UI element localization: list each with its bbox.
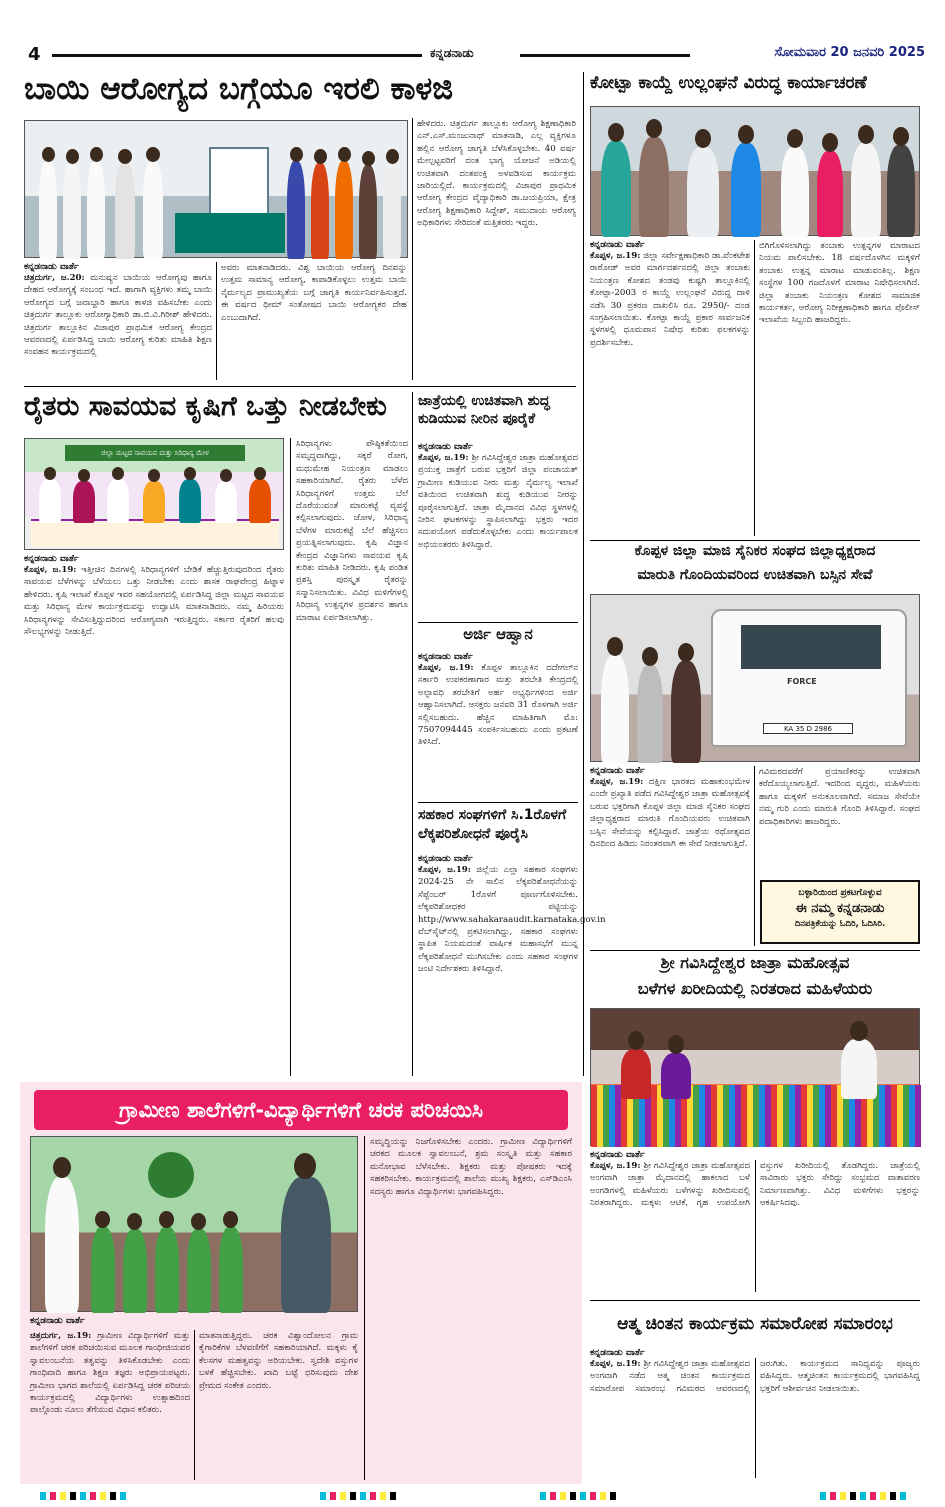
headline-fair-line2: ಬಳೆಗಳ ಖರೀದಿಯಲ್ಲಿ ನಿರತರಾದ ಮಹಿಳೆಯರು: [637, 979, 873, 998]
headline-bus-line2: ಮಾರುತಿ ಗೊಂದಿಯವರಿಂದ ಉಚಿತವಾಗಿ ಬಸ್ಸಿನ ಸೇವೆ: [637, 567, 873, 583]
article-body: [30, 1330, 190, 1480]
date-label: ಸೋಮವಾರ 20 ಜನವರಿ 2025: [774, 45, 925, 60]
bus-brand: FORCE: [787, 677, 817, 686]
photo-fair: [590, 1008, 920, 1146]
dateline: ಕನ್ನಡನಾಡು ವಾರ್ತೆ: [418, 854, 473, 864]
article-bus: [590, 766, 920, 946]
place-date: ಕೊಪ್ಪಳ, ಜ.19:: [590, 1359, 641, 1369]
headline-cooperative: ಸಹಕಾರ ಸಂಘಗಳಿಗೆ ಸಿ.1ರೊಳಗೆ ಲೆಕ್ಕಪರಿಶೋಧನೆ ಪೂರೈಸಿ: [418, 807, 567, 842]
article-body-col3: ಹೇಳಿದರು. ಚಿತ್ರದುರ್ಗ ತಾಲ್ಲೂಕು ಆರೋಗ್ಯ ಶಿಕ್ಷಣಾಧಿಕಾರಿ ಎನ್.ಎಸ್.ಮಂಜುನಾಥ್ ಮಾತನಾಡಿ, ಎಲ್ಲ ವ್ಯಕ್ತಿಗಳೂ ಹಲ್ಲಿನ ಆರೋಗ್ಯ ಜಾಗೃತಿ ಬೆಳೆಸಿಕೊಳ್ಳಬೇಕು. 40 ವರ್ಷ ಮೇಲ್ಪಟ್ಟವರಿಗೆ ದಂತ ಭಾಗ್ಯ ಯೋಜನೆ ಅಡಿಯಲ್ಲಿ ಉಚಿತವಾಗಿ ದಂತಪಂಕ್ತಿ ಅಳವಡಿಸುವ ಕಾರ್ಯಕ್ರಮ ಜಾರಿಯಲ್ಲಿದೆ. ಕಾರ್ಯಕ್ರಮದಲ್ಲಿ ವಿಜಾಪುರ ಪ್ರಾಥಮಿಕ ಆರೋಗ್ಯ ಕೇಂದ್ರದ ವೈದ್ಯಾಧಿಕಾರಿ ಡಾ.ಜಯಪ್ರಿಯಾ, ಕ್ಷೇತ್ರ ಆರೋಗ್ಯ ಶಿಕ್ಷಣಾಧಿಕಾರಿ ಸಿದ್ದೇಶ್, ಸಮುದಾಯ ಆರೋಗ್ಯ ಅಧಿಕಾರಿಗಳು ಸೇರಿದಂತೆ ಮತ್ತಿತರರು ಇದ್ದರು.: [417, 119, 576, 229]
article-text: ಗ್ರಾಮೀಣ ವಿದ್ಯಾರ್ಥಿಗಳಿಗೆ ಮತ್ತು ಶಾಲೆಗಳಿಗೆ ಚರಕ ಪರಿಚಯಿಸುವ ಮೂಲಕ ಗಾಂಧೀಜಿಯವರ ಸ್ವಾವಲಂಬನೆಯ ತತ್ವವನ್ನು ತಿಳಿಸಿಕೊಡಬೇಕು ಎಂದು ಗಾಂಧಿವಾದಿ ಹಾಗೂ ಶಿಕ್ಷಣ ತಜ್ಞರು ಅಭಿಪ್ರಾಯಪಟ್ಟರು. ಗ್ರಾಮೀಣ ಭಾಗದ ಶಾಲೆಯಲ್ಲಿ ಏರ್ಪಡಿಸಿದ್ದ ಚರಕ ಪರಿಚಯ ಕಾರ್ಯಕ್ರಮದಲ್ಲಿ ವಿದ್ಯಾರ್ಥಿಗಳು ಉತ್ಸಾಹದಿಂದ ಪಾಲ್ಗೊಂಡು ನೂಲು ತೆಗೆಯುವ ವಿಧಾನ ಕಲಿತರು.: [30, 1331, 190, 1416]
charaka-section: [20, 1082, 582, 1484]
dateline: ಕನ್ನಡನಾಡು ವಾರ್ತೆ: [590, 240, 645, 250]
article-text: ಮನುಷ್ಯನ ಬಾಯಿಯ ಆರೋಗ್ಯವು ಹಾಗೂ ದೇಹದ ಆರೋಗ್ಯಕ್ಕೆ ಸಂಬಂಧ ಇದೆ. ಹಾಗಾಗಿ ವ್ಯಕ್ತಿಗಳು ತಮ್ಮ ಬಾಯಿ ಆರೋಗ್ಯದ ಬಗ್ಗೆ ಜವಾಬ್ದಾರಿ ಹಾಗೂ ಕಾಳಜಿ ವಹಿಸಬೇಕು ಎಂದು ಚಿತ್ರದುರ್ಗ ತಾಲ್ಲೂಕು ಆರೋಗ್ಯಾಧಿಕಾರಿ ಡಾ.ಬಿ.ವಿ.ಗಿರೀಶ್ ಹೇಳಿದರು. ಚಿತ್ರದುರ್ಗ ತಾಲ್ಲೂಕಿನ ವಿಜಾಪುರ ಪ್ರಾಥಮಿಕ ಆರೋಗ್ಯ ಕೇಂದ್ರದ ಆವರಣದಲ್ಲಿ ಏರ್ಪಡಿಸಿದ್ದ ಬಾಯಿ ಆರೋಗ್ಯ ಕುರಿತು ಮಾಹಿತಿ ಶಿಕ್ಷಣ ಸಂವಹನ ಕಾರ್ಯಕ್ರಮದಲ್ಲಿ: [24, 273, 212, 358]
article-body: [418, 452, 578, 614]
promo-box: [760, 880, 920, 944]
promo-line1: ಬಳ್ಳಾರಿಯಿಂದ ಪ್ರಕಟಗೊಳ್ಳುವ: [798, 888, 882, 898]
photo-banner: [209, 147, 269, 217]
place-date: ಕೊಪ್ಪಳ, ಜ.19:: [24, 565, 77, 575]
article-text: ಇತ್ತೀಚಿನ ದಿನಗಳಲ್ಲಿ ಸಿರಿಧಾನ್ಯಗಳಿಗೆ ಬೇಡಿಕೆ ಹೆಚ್ಚುತ್ತಿರುವುದರಿಂದ ರೈತರು ಸಾವಯವ ಬೆಳೆಗಳನ್ನು ಬೆಳೆಯಲು ಒತ್ತು ನೀಡಬೇಕು ಎಂದು ಶಾಸಕ ರಾಘವೇಂದ್ರ ಹಿಟ್ನಾಳ ಹೇಳಿದರು. ಕೃಷಿ ಇಲಾಖೆ ಕೊಪ್ಪಳ ಇವರ ಸಹಯೋಗದಲ್ಲಿ ಏರ್ಪಡಿಸಿದ್ದ ಜಿಲ್ಲಾ ಮಟ್ಟದ ಸಾವಯವ ಮತ್ತು ಸಿರಿಧಾನ್ಯ ಮೇಳ ಕಾರ್ಯಕ್ರಮವನ್ನು ಉದ್ಘಾಟಿಸಿ ಮಾತನಾಡಿದರು. ನಮ್ಮ ಹಿರಿಯರು ಸಿರಿಧಾನ್ಯಗಳನ್ನು ಸೇವಿಸುತ್ತಿದ್ದುದರಿಂದ ಆರೋಗ್ಯವಾಗಿ ಇರುತ್ತಿದ್ದರು. ಸರ್ಕಾರ ರೈತರಿಗೆ ಹಲವು ಸೌಲಭ್ಯಗಳನ್ನು ನೀಡುತ್ತಿದೆ.: [24, 565, 285, 638]
bus-windshield: [741, 625, 881, 669]
article-body: [590, 1358, 920, 1478]
photo-oral-health: [24, 120, 408, 258]
article-cooperative: [418, 854, 606, 1076]
article-body-col2: ಅವರು ಮಾತನಾಡಿದರು. ವಿಶ್ವ ಬಾಯಿಯ ಆರೋಗ್ಯ ದಿನವನ್ನು ಉತ್ತಮ ಸಾಮಾನ್ಯ ಆರೋಗ್ಯ, ಕಾಪಾಡಿಕೊಳ್ಳಲು ಉತ್ತಮ ಬಾಯಿ ನೈರ್ಮಲ್ಯದ ಪ್ರಾಮುಖ್ಯತೆಯ ಬಗ್ಗೆ ಜಾಗೃತಿ ಕಾರ್ಯನಿರ್ವಹಿಸುತ್ತದೆ. ಈ ವರ್ಷದ ಥೀಮ್ ಸಂತೋಷದ ಬಾಯಿ ಆರೋಗ್ಯಕರ ದೇಹ ಎಂಬುದಾಗಿದೆ.: [221, 263, 407, 323]
article-text: ಶ್ರೀ ಗವಿಸಿದ್ದೇಶ್ವರ ಜಾತ್ರಾ ಮಹೋತ್ಸವದ ಅಂಗವಾಗಿ ನಡೆದ ಆತ್ಮ ಚಿಂತನ ಕಾರ್ಯಕ್ರಮದ ಸಮಾರೋಪ ಸಮಾರಂಭ ಗವಿಮಠದ ಆವರಣದಲ್ಲಿ ಜರುಗಿತು. ಕಾರ್ಯಕ್ರಮದ ಸಾನಿಧ್ಯವನ್ನು ಪೂಜ್ಯರು ವಹಿಸಿದ್ದರು. ಆತ್ಮಚಿಂತನ ಕಾರ್ಯಕ್ರಮದಲ್ಲಿ ಭಾಗವಹಿಸಿದ್ದ ಭಕ್ತರಿಗೆ ಆಶೀರ್ವಚನ ನೀಡಲಾಯಿತು.: [590, 1359, 920, 1394]
article-text: ಶ್ರೀ ಗವಿಸಿದ್ದೇಶ್ವರ ಜಾತ್ರಾ ಮಹೋತ್ಸವದ ಪ್ರಯುಕ್ತ ಜಾತ್ರೆಗೆ ಬರುವ ಭಕ್ತರಿಗೆ ಜಿಲ್ಲಾ ಪಂಚಾಯತ್ ಗ್ರಾಮೀಣ ಕುಡಿಯುವ ನೀರು ಮತ್ತು ನೈರ್ಮಲ್ಯ ಇಲಾಖೆ ವತಿಯಿಂದ ಉಚಿತವಾಗಿ ಶುದ್ಧ ಕುಡಿಯುವ ನೀರನ್ನು ಪೂರೈಸಲಾಗುತ್ತಿದೆ. ಜಾತ್ರಾ ಮೈದಾನದ ವಿವಿಧ ಸ್ಥಳಗಳಲ್ಲಿ ನೀರಿನ ಘಟಕಗಳನ್ನು ಸ್ಥಾಪಿಸಲಾಗಿದ್ದು ಭಕ್ತರು ಇದರ ಸದುಪಯೋಗ ಪಡೆದುಕೊಳ್ಳಬೇಕು ಎಂದು ಕಾರ್ಯಪಾಲಕ ಅಭಿಯಂತರರು ತಿಳಿಸಿದ್ದಾರೆ.: [418, 453, 578, 550]
headline-organic: ರೈತರು ಸಾವಯವ ಕೃಷಿಗೆ ಒತ್ತು ನೀಡಬೇಕು: [24, 391, 387, 422]
article-text: ಶ್ರೀ ಗವಿಸಿದ್ದೇಶ್ವರ ಜಾತ್ರಾ ಮಹೋತ್ಸವದ ಅಂಗವಾಗಿ ಜಾತ್ರಾ ಮೈದಾನದಲ್ಲಿ ಹಾಕಲಾದ ಬಳೆ ಅಂಗಡಿಗಳಲ್ಲಿ ಮಹಿಳೆಯರು ಬಳೆಗಳನ್ನು ಖರೀದಿಸುವಲ್ಲಿ ನಿರತರಾಗಿದ್ದರು. ಮಕ್ಕಳು ಆಟಿಕೆ, ಗೃಹ ಉಪಯೋಗಿ ವಸ್ತುಗಳ ಖರೀದಿಯಲ್ಲಿ ತೊಡಗಿದ್ದರು. ಜಾತ್ರೆಯಲ್ಲಿ ಸಾವಿರಾರು ಭಕ್ತರು ಸೇರಿದ್ದು ಸಂಭ್ರಮದ ವಾತಾವರಣ ನಿರ್ಮಾಣವಾಗಿತ್ತು. ವಿವಿಧ ಮಳಿಗೆಗಳು ಭಕ್ತರನ್ನು ಆಕರ್ಷಿಸಿದವು.: [590, 1161, 920, 1209]
place-date: ಕೊಪ್ಪಳ, ಜ.19:: [418, 453, 469, 463]
dateline: ಕನ್ನಡನಾಡು ವಾರ್ತೆ: [30, 1316, 85, 1326]
masthead-rule-right: [520, 54, 690, 57]
article-valedictory: [590, 1348, 920, 1482]
headline-valedictory: ಆತ್ಮ ಚಿಂತನ ಕಾರ್ಯಕ್ರಮ ಸಮಾರೋಪ ಸಮಾರಂಭ: [617, 1314, 893, 1334]
place-date: ಕೊಪ್ಪಳ, ಜ.19:: [418, 663, 474, 673]
dateline: ಕನ್ನಡನಾಡು ವಾರ್ತೆ: [590, 1150, 645, 1160]
article-kotpa: [590, 240, 920, 536]
article-oral-health: [24, 119, 576, 380]
dateline: ಕನ್ನಡನಾಡು ವಾರ್ತೆ: [24, 554, 79, 564]
dateline: ಕನ್ನಡನಾಡು ವಾರ್ತೆ: [590, 766, 645, 776]
article-fair: [590, 1150, 920, 1296]
headline-water: ಜಾತ್ರೆಯಲ್ಲಿ ಉಚಿತವಾಗಿ ಶುದ್ಧ ಕುಡಿಯುವ ನೀರಿನ ಪೂರೈಕೆ: [418, 393, 550, 427]
place-date: ಚಿತ್ರದುರ್ಗ, ಜ.19:: [30, 1331, 92, 1341]
article-body-col2: ಸಿರಿಧಾನ್ಯಗಳು ಪೌಷ್ಠಿಕತೆಯಿಂದ ಸಮೃದ್ಧವಾಗಿದ್ದು, ಸಕ್ಕರೆ ರೋಗ, ಮಧುಮೇಹ ನಿಯಂತ್ರಣ ಮಾಡಲು ಸಹಕಾರಿಯಾಗಿವೆ. ರೈತರು ಬೆಳೆದ ಸಿರಿಧಾನ್ಯಗಳಿಗೆ ಉತ್ತಮ ಬೆಲೆ ದೊರೆಯುವಂತೆ ಮಾರುಕಟ್ಟೆ ವ್ಯವಸ್ಥೆ ಕಲ್ಪಿಸಲಾಗುವುದು. ಜೋಳ, ಸಿರಿಧಾನ್ಯ ಬೆಳೆಗಳ ಮಾರುಕಟ್ಟೆ ಬೆಲೆ ಹೆಚ್ಚಿಸಲು ಪ್ರಯತ್ನಿಸಲಾಗುವುದು. ಕೃಷಿ ವಿಜ್ಞಾನ ಕೇಂದ್ರದ ವಿಜ್ಞಾನಿಗಳು ಸಾವಯವ ಕೃಷಿ ಕುರಿತು ಮಾಹಿತಿ ನೀಡಿದರು. ಕೃಷಿ ಪಂಡಿತ ಪ್ರಶಸ್ತಿ ಪುರಸ್ಕೃತ ರೈತರನ್ನು ಸನ್ಮಾನಿಸಲಾಯಿತು. ವಿವಿಧ ಮಳಿಗೆಗಳಲ್ಲಿ ಸಿರಿಧಾನ್ಯ ಉತ್ಪನ್ನಗಳ ಪ್ರದರ್ಶನ ಹಾಗೂ ಮಾರಾಟ ಏರ್ಪಡಿಸಲಾಗಿತ್ತು.: [296, 439, 408, 623]
page-number: 4: [28, 44, 41, 65]
photo-kotpa: [590, 106, 920, 236]
color-marks-mid: [320, 1492, 400, 1500]
stage-table: [31, 519, 279, 547]
photo-organic: [24, 438, 284, 550]
color-marks-right: [820, 1492, 910, 1500]
photo-charaka: [30, 1136, 358, 1312]
paper-name: ಕನ್ನಡನಾಡು: [430, 46, 474, 60]
dateline: ಕನ್ನಡನಾಡು ವಾರ್ತೆ: [590, 1348, 645, 1358]
color-marks-mid2: [540, 1492, 620, 1500]
article-text: ಜಿಲ್ಲೆಯ ಎಲ್ಲಾ ಸಹಕಾರ ಸಂಘಗಳು 2024-25 ನೇ ಸಾಲಿನ ಲೆಕ್ಕಪರಿಶೋಧನೆಯನ್ನು ಸೆಪ್ಟೆಂಬರ್ 1ರೊಳಗೆ ಪೂರ್ಣಗೊಳಿಸಬೇಕು. ಲೆಕ್ಕಪರಿಶೋಧಕರ ಪಟ್ಟಿಯನ್ನು http://www.sahakaraaudit.karnataka.gov.in ವೆಬ್‌ಸೈಟ್‌ನಲ್ಲಿ ಪ್ರಕಟಿಸಲಾಗಿದ್ದು, ಸಹಕಾರ ಸಂಘಗಳು ಸ್ಥಾಪಿತ ನಿಯಮದಂತೆ ವಾರ್ಷಿಕ ಮಹಾಸಭೆಗೆ ಮುನ್ನ ಲೆಕ್ಕಪರಿಶೋಧನೆ ಮುಗಿಸಬೇಕು ಎಂದು ಸಹಕಾರ ಸಂಘಗಳ ಜಂಟಿ ನಿರ್ದೇಶಕರು ತಿಳಿಸಿದ್ದಾರೆ.: [418, 865, 606, 975]
place-date: ಚಿತ್ರದುರ್ಗ, ಜ.20:: [24, 273, 85, 283]
place-date: ಕೊಪ್ಪಳ, ಜ.19:: [418, 865, 471, 875]
palm-tree: [141, 1143, 201, 1223]
dateline: ಕನ್ನಡನಾಡು ವಾರ್ತೆ: [418, 442, 473, 452]
article-text: ಜಿಲ್ಲಾ ಸರ್ವೇಕ್ಷಣಾಧಿಕಾರಿ ಡಾ.ವೆಂಕಟೇಶ ರಾಠೋಡ್ ಅವರ ಮಾರ್ಗದರ್ಶನದಲ್ಲಿ ಜಿಲ್ಲಾ ತಂಬಾಕು ನಿಯಂತ್ರಣ ಕೋಶದ ತಂಡವು ಕುಷ್ಟಗಿ ತಾಲ್ಲೂಕಿನಲ್ಲಿ ಕೋಟ್ಪಾ-2003 ರ ಕಾಯ್ದೆ ಉಲ್ಲಂಘನೆ ವಿರುದ್ಧ ದಾಳಿ ನಡೆಸಿ 30 ಪ್ರಕರಣ ದಾಖಲಿಸಿ ರೂ. 2950/- ದಂಡ ಸಂಗ್ರಹಿಸಲಾಯಿತು. ಕೋಟ್ಪಾ ಕಾಯ್ದೆ ಪ್ರಕಾರ ಸಾರ್ವಜನಿಕ ಸ್ಥಳಗಳಲ್ಲಿ ಧೂಮಪಾನ ನಿಷೇಧ ಕುರಿತು ಫಲಕಗಳನ್ನು ಪ್ರದರ್ಶಿಸಬೇಕು.: [590, 251, 750, 348]
article-body: [418, 864, 606, 1072]
article-body: [418, 662, 578, 794]
article-water: [418, 442, 578, 618]
article-text: ದಕ್ಷಿಣ ಭಾರತದ ಮಹಾಕುಂಭಮೇಳ ಎಂದೇ ಪ್ರಖ್ಯಾತಿ ಪಡೆದ ಗವಿಸಿದ್ದೇಶ್ವರ ಜಾತ್ರಾ ಮಹೋತ್ಸವಕ್ಕೆ ಬರುವ ಭಕ್ತರಿಗಾಗಿ ಕೊಪ್ಪಳ ಜಿಲ್ಲಾ ಮಾಜಿ ಸೈನಿಕರ ಸಂಘದ ಜಿಲ್ಲಾಧ್ಯಕ್ಷರಾದ ಮಾರುತಿ ಗೊಂದಿಯವರು ಉಚಿತವಾಗಿ ಬಸ್ಸಿನ ಸೇವೆಯನ್ನು ಕಲ್ಪಿಸಿದ್ದಾರೆ. ಜಾತ್ರೆಯ ರಥೋತ್ಸವದ ದಿನದಿಂದ ಹಿಡಿದು ನಿರಂತರವಾಗಿ ಈ ಸೇವೆ ನೀಡಲಾಗುತ್ತಿದೆ.: [590, 777, 750, 850]
article-body-col3: ಸಮೃದ್ಧಿಯನ್ನು ನಿಜಗೊಳಿಸಬೇಕು ಎಂದರು. ಗ್ರಾಮೀಣ ವಿದ್ಯಾರ್ಥಿಗಳಿಗೆ ಚರಕದ ಮೂಲಕ ಸ್ವಾವಲಂಬನೆ, ಶ್ರಮ ಸಂಸ್ಕೃತಿ ಮತ್ತು ಸಹಕಾರ ಮನೋಭಾವ ಬೆಳೆಸಬೇಕು. ಶಿಕ್ಷಕರು ಮತ್ತು ಪೋಷಕರು ಇದಕ್ಕೆ ಸಹಕರಿಸಬೇಕು. ಕಾರ್ಯಕ್ರಮದಲ್ಲಿ ಶಾಲೆಯ ಮುಖ್ಯ ಶಿಕ್ಷಕರು, ಎಸ್‌ಡಿಎಂಸಿ ಸದಸ್ಯರು ಹಾಗೂ ವಿದ್ಯಾರ್ಥಿಗಳು ಭಾಗವಹಿಸಿದ್ದರು.: [370, 1137, 572, 1197]
masthead: [20, 44, 925, 66]
headline-kotpa: ಕೋಟ್ಪಾ ಕಾಯ್ದೆ ಉಲ್ಲಂಘನೆ ವಿರುದ್ಧ ಕಾರ್ಯಾಚರಣೆ: [590, 73, 867, 93]
bus-plate: KA 35 D 2986: [763, 723, 853, 734]
headline-application: ಅರ್ಜಿ ಆಹ್ವಾನ: [463, 625, 533, 643]
article-body: [24, 564, 284, 1072]
masthead-rule: [52, 54, 422, 57]
article-body: [24, 272, 212, 376]
article-body-col2: ಬಿಗಿಗೊಳಿಸಲಾಗಿದ್ದು ತಂಬಾಕು ಉತ್ಪನ್ನಗಳ ಮಾರಾಟದ ನಿಯಮ ಪಾಲಿಸಬೇಕು. 18 ವರ್ಷದೊಳಗಿನ ಮಕ್ಕಳಿಗೆ ತಂಬಾಕು ಉತ್ಪನ್ನ ಮಾರಾಟ ಮಾಡುವಂತಿಲ್ಲ. ಶಿಕ್ಷಣ ಸಂಸ್ಥೆಗಳ 100 ಗಜದೊಳಗೆ ಮಾರಾಟ ನಿಷೇಧಿಸಲಾಗಿದೆ. ಜಿಲ್ಲಾ ತಂಬಾಕು ನಿಯಂತ್ರಣ ಕೋಶದ ಸಾಮಾಜಿಕ ಕಾರ್ಯಕರ್ತ, ಆರೋಗ್ಯ ನಿರೀಕ್ಷಣಾಧಿಕಾರಿ ಹಾಗೂ ಪೊಲೀಸ್ ಇಲಾಖೆಯ ಸಿಬ್ಬಂದಿ ಹಾಜರಿದ್ದರು.: [759, 241, 920, 326]
article-body: [590, 776, 750, 942]
article-organic: [24, 439, 408, 1076]
article-body: [590, 1160, 920, 1292]
promo-line3: ದಿನಪತ್ರಿಕೆಯನ್ನು ಓದಿರಿ, ಓದಿಸಿರಿ.: [794, 919, 886, 929]
headline-fair-line1: ಶ್ರೀ ಗವಿಸಿದ್ದೇಶ್ವರ ಜಾತ್ರಾ ಮಹೋತ್ಸವ: [660, 953, 850, 972]
place-date: ಕೊಪ್ಪಳ, ಜ.19:: [590, 777, 644, 787]
article-body: [590, 250, 750, 532]
photo-table: [175, 213, 285, 253]
article-body-col2: ಗವಿಮಠದವರೆಗೆ ಪ್ರಯಾಣಿಕರನ್ನು ಉಚಿತವಾಗಿ ಕರೆದೊಯ್ಯಲಾಗುತ್ತಿದೆ. ಇದರಿಂದ ವೃದ್ಧರು, ಮಹಿಳೆಯರು ಹಾಗೂ ಮಕ್ಕಳಿಗೆ ಅನುಕೂಲವಾಗಿದೆ. ಸಮಾಜ ಸೇವೆಯೇ ನಮ್ಮ ಗುರಿ ಎಂದು ಮಾರುತಿ ಗೊಂದಿ ತಿಳಿಸಿದ್ದಾರೆ. ಸಂಘದ ಪದಾಧಿಕಾರಿಗಳು ಹಾಜರಿದ್ದರು.: [759, 767, 920, 827]
photo-bus: [590, 594, 920, 762]
dateline: ಕನ್ನಡನಾಡು ವಾರ್ತೆ: [24, 262, 79, 272]
article-body-col2: ಮಾತನಾಡುತ್ತಿದ್ದರು. ಚರಕ ವಿಶ್ವಾಂದೋಲನ ಗ್ರಾಮ ಕೈಗಾರಿಕೆಗಳ ಬೆಳವಣಿಗೆಗೆ ಸಹಕಾರಿಯಾಗಿದೆ. ಮಕ್ಕಳು ಕೈ ಕೆಲಸಗಳ ಮಹತ್ವವನ್ನು ಅರಿಯಬೇಕು. ಸ್ವದೇಶಿ ವಸ್ತುಗಳ ಬಳಕೆ ಹೆಚ್ಚಿಸಬೇಕು. ಖಾದಿ ಬಟ್ಟೆ ಧರಿಸುವುದು ದೇಶ ಪ್ರೇಮದ ಸಂಕೇತ ಎಂದರು.: [199, 1331, 358, 1391]
article-text: ಕೊಪ್ಪಳ ತಾಲ್ಲೂಕಿನ ದದೇಗಲ್‌ನ ಸರ್ಕಾರಿ ಉಪಕರಣಾಗಾರ ಮತ್ತು ತರಬೇತಿ ಕೇಂದ್ರದಲ್ಲಿ ಅಲ್ಪಾವಧಿ ತರಬೇತಿಗೆ ಅರ್ಹ ಅಭ್ಯರ್ಥಿಗಳಿಂದ ಅರ್ಜಿ ಆಹ್ವಾನಿಸಲಾಗಿದೆ. ಆಸಕ್ತರು ಜನವರಿ 31 ರೊಳಗಾಗಿ ಅರ್ಜಿ ಸಲ್ಲಿಸಬಹುದು. ಹೆಚ್ಚಿನ ಮಾಹಿತಿಗಾಗಿ ಮೊ: 7507094445 ಸಂಪರ್ಕಿಸಬಹುದು ಎಂದು ಪ್ರಕಟಣೆ ತಿಳಿಸಿದೆ.: [418, 663, 578, 748]
place-date: ಕೊಪ್ಪಳ, ಜ.19:: [590, 1161, 641, 1171]
headline-charaka: ಗ್ರಾಮೀಣ ಶಾಲೆಗಳಿಗೆ-ವಿದ್ಯಾರ್ಥಿಗಳಿಗೆ ಚರಕ ಪರಿಚಯಿಸಿ: [34, 1090, 568, 1130]
promo-line2: ಈ ನಮ್ಮ ಕನ್ನಡನಾಡು: [795, 901, 885, 916]
dateline: ಕನ್ನಡನಾಡು ವಾರ್ತೆ: [418, 652, 473, 662]
headline-oral-health: ಬಾಯಿ ಆರೋಗ್ಯದ ಬಗ್ಗೆಯೂ ಇರಲಿ ಕಾಳಜಿ: [24, 71, 454, 107]
headline-bus-line1: ಕೊಪ್ಪಳ ಜಿಲ್ಲಾ ಮಾಜಿ ಸೈನಿಕರ ಸಂಘದ ಜಿಲ್ಲಾಧ್ಯಕ್ಷರಾದ: [634, 543, 876, 559]
footer-marks: [20, 1490, 925, 1502]
color-marks-left: [40, 1492, 130, 1500]
event-banner: ಜಿಲ್ಲಾ ಮಟ್ಟದ ಸಾವಯವ ಮತ್ತು ಸಿರಿಧಾನ್ಯ ಮೇಳ: [65, 445, 245, 461]
place-date: ಕೊಪ್ಪಳ, ಜ.19:: [590, 251, 641, 261]
article-application: [418, 652, 578, 798]
